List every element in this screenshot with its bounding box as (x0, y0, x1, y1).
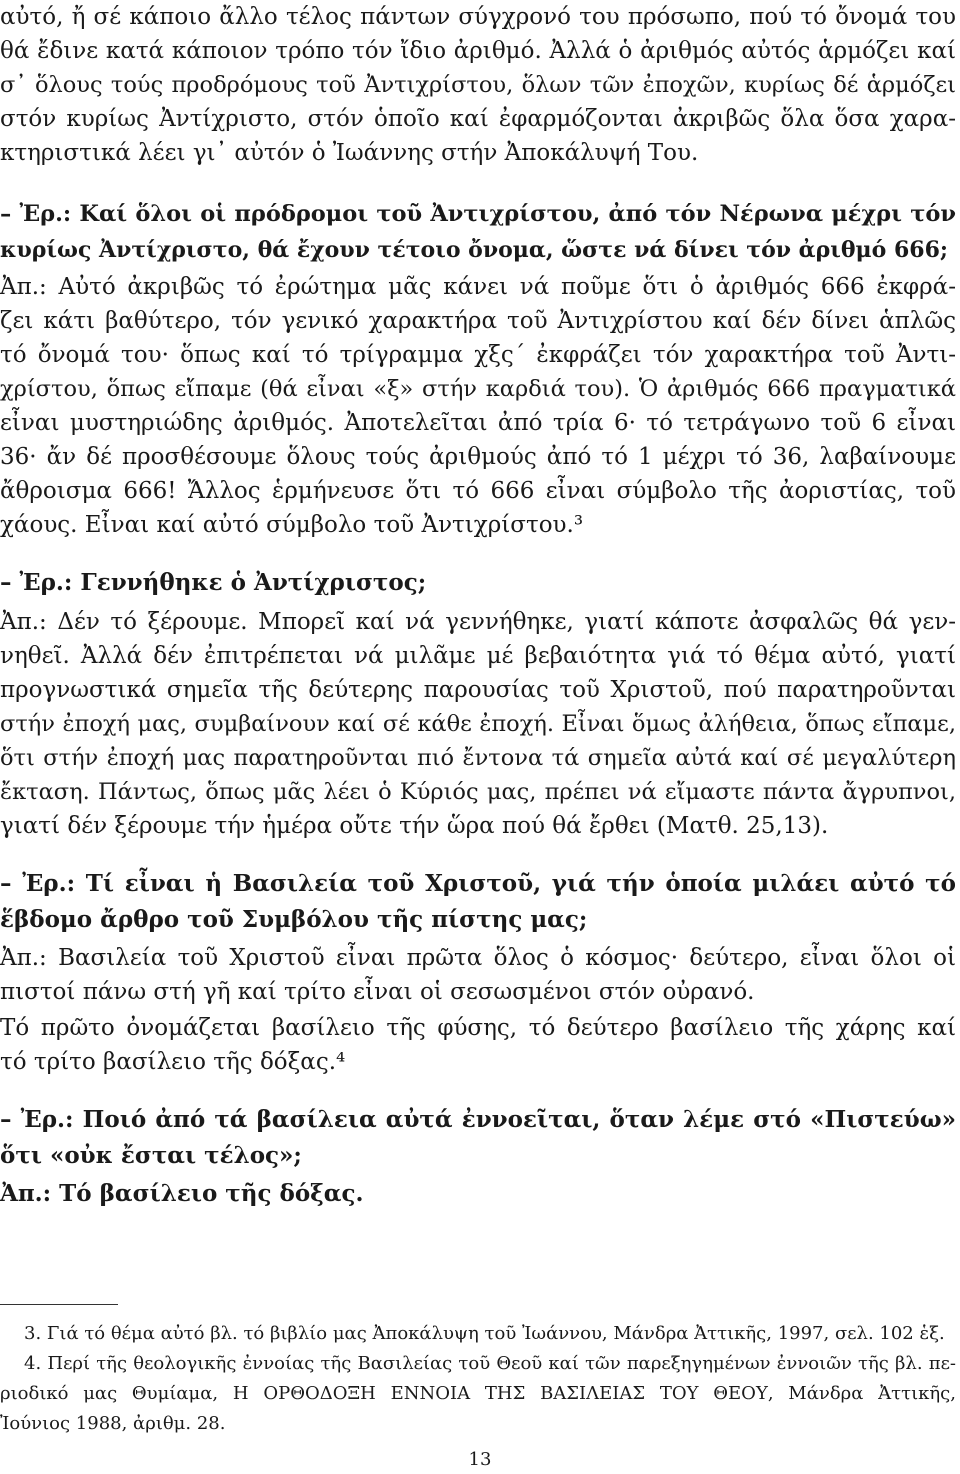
text-line: τό τρίτο βασίλειο τῆς δόξας.⁴ (0, 1049, 346, 1075)
question-line: ὅτι «οὐκ ἔσται τέλος»; (0, 1142, 302, 1169)
question-line: κυρίως Ἀντίχριστο, θά ἔχουν τέτοιο ὄνομα, ὥστε νά δίνει τόν ἀριθμό 666; (0, 237, 949, 263)
footnote: ριοδικό μας Θυμίαμα, Η ΟΡΘΟΔΟΞΗ ΕΝΝΟΙΑ ΤΗΣ ΒΑΣΙΛΕΙΑΣ ΤΟΥ ΘΕΟΥ, Μάνδρα Ἀττικῆς, (0, 1383, 956, 1404)
footnote-divider (0, 1304, 118, 1305)
answer-line: Ἀπ.: Βασιλεία τοῦ Χριστοῦ εἶναι πρῶτα ὅλος ὁ κόσμος· δεύτερο, εἶναι ὅλοι οἱ (0, 945, 956, 971)
text-line: ζει κάτι βαθύτερο, τόν γενικό χαρακτήρα τοῦ Ἀντιχρίστου καί δέν δίνει ἁπλῶς (0, 308, 956, 334)
text-line: ἄθροισμα 666! Ἄλλος ἑρμήνευσε ὅτι τό 666 εἶναι σύμβολο τῆς ἀοριστίας, τοῦ (0, 478, 956, 504)
answer-line: Ἀπ.: Δέν τό ξέρουμε. Μπορεῖ καί νά γεννήθηκε, γιατί κάποτε ἀσφαλῶς θά γεν- (0, 609, 956, 635)
text-line: χάους. Εἶναι καί αὐτό σύμβολο τοῦ Ἀντιχρίστου.³ (0, 512, 584, 538)
text-line: σ᾽ ὅλους τούς προδρόμους τοῦ Ἀντιχρίστου, ὅλων τῶν ἐποχῶν, κυρίως δέ ἁρμόζει (0, 72, 956, 98)
answer-line: Ἀπ.: Αὐτό ἀκριβῶς τό ἐρώτημα μᾶς κάνει νά ποῦμε ὅτι ὁ ἀριθμός 666 ἐκφρά- (0, 274, 956, 300)
question-line: ἕβδομο ἄρθρο τοῦ Συμβόλου τῆς πίστης μας; (0, 906, 588, 933)
text-line: στήν ἐποχή μας, συμβαίνουν καί σέ κάθε ἐποχή. Εἶναι ὅμως ἀλήθεια, ὅπως εἴπαμε, (0, 711, 956, 737)
answer-line: Ἀπ.: Τό βασίλειο τῆς δόξας. (0, 1180, 364, 1207)
footnote: 3. Γιά τό θέμα αὐτό βλ. τό βιβλίο μας Ἀποκάλυψη τοῦ Ἰωάννου, Μάνδρα Ἀττικῆς, 1997, σελ. 102 ἑξ. (24, 1323, 945, 1344)
text-line: Τό πρῶτο ὀνομάζεται βασίλειο τῆς φύσης, τό δεύτερο βασίλειο τῆς χάρης καί (0, 1015, 956, 1041)
text-line: κτηριστικά λέει γι᾽ αὐτόν ὁ Ἰωάννης στήν Ἀποκάλυψή Του. (0, 140, 699, 166)
page-number: 13 (468, 1449, 492, 1470)
text-line: τό ὄνομά του· ὅπως καί τό τρίγραμμα χξς´ ἐκφράζει τόν χαρακτήρα τοῦ Ἀντι- (0, 342, 956, 368)
question-line: – Ἐρ.: Γεννήθηκε ὁ Ἀντίχριστος; (0, 569, 427, 596)
text-line: στόν κυρίως Ἀντίχριστο, στόν ὁποῖο καί ἐφαρμόζονται ἀκριβῶς ὅλα ὅσα χαρα- (0, 106, 956, 132)
text-line: εἶναι μυστηριώδης ἀριθμός. Ἀποτελεῖται ἀπό τρία 6· τό τετράγωνο τοῦ 6 εἶναι (0, 410, 956, 436)
text-line: γιατί δέν ξέρουμε τήν ἡμέρα οὔτε τήν ὥρα πού θά ἔρθει (Ματθ. 25,13). (0, 813, 829, 839)
question-line: – Ἐρ.: Ποιό ἀπό τά βασίλεια αὐτά ἐννοεῖται, ὅταν λέμε στό «Πιστεύω» (0, 1106, 956, 1133)
footnote: Ἰούνιος 1988, ἀριθμ. 28. (0, 1413, 226, 1434)
footnote: 4. Περί τῆς θεολογικῆς ἐννοίας τῆς Βασιλείας τοῦ Θεοῦ καί τῶν παρεξηγημένων ἐννοιῶν τῆς βλ. πε- (24, 1353, 956, 1374)
question-line: – Ἐρ.: Καί ὅλοι οἱ πρόδρομοι τοῦ Ἀντιχρίστου, ἀπό τόν Νέρωνα μέχρι τόν (0, 201, 956, 227)
text-line: ὅτι στήν ἐποχή μας παρατηροῦνται πιό ἔντονα τά σημεῖα αὐτά καί σέ μεγαλύτερη (0, 745, 956, 771)
text-line: νηθεῖ. Ἀλλά δέν ἐπιτρέπεται νά μιλᾶμε μέ βεβαιότητα γιά τό θέμα αὐτό, γιατί (0, 643, 956, 669)
text-line: προγνωστικά σημεῖα τῆς δεύτερης παρουσίας τοῦ Χριστοῦ, πού παρατηροῦνται (0, 677, 956, 703)
text-line: χρίστου, ὅπως εἴπαμε (θά εἶναι «ξ» στήν καρδιά του). Ὁ ἀριθμός 666 πραγματικά (0, 376, 956, 402)
question-line: – Ἐρ.: Τί εἶναι ἡ Βασιλεία τοῦ Χριστοῦ, γιά τήν ὁποία μιλάει αὐτό τό (0, 870, 956, 897)
text-line: 36· ἄν δέ προσθέσουμε ὅλους τούς ἀριθμούς ἀπό τό 1 μέχρι τό 36, λαβαίνουμε (0, 444, 956, 470)
text-line: πιστοί πάνω στή γῆ καί τρίτο εἶναι οἱ σεσωσμένοι στόν οὐρανό. (0, 979, 755, 1005)
text-line: αὐτό, ἤ σέ κάποιο ἄλλο τέλος πάντων σύγχρονό του πρόσωπο, πού τό ὄνομά του (0, 4, 956, 30)
text-line: ἔκταση. Πάντως, ὅπως μᾶς λέει ὁ Κύριός μας, πρέπει νά εἴμαστε πάντα ἄγρυπνοι, (0, 779, 956, 805)
text-line: θά ἔδινε κατά κάποιον τρόπο τόν ἴδιο ἀριθμό. Ἀλλά ὁ ἀριθμός αὐτός ἁρμόζει καί (0, 38, 956, 64)
